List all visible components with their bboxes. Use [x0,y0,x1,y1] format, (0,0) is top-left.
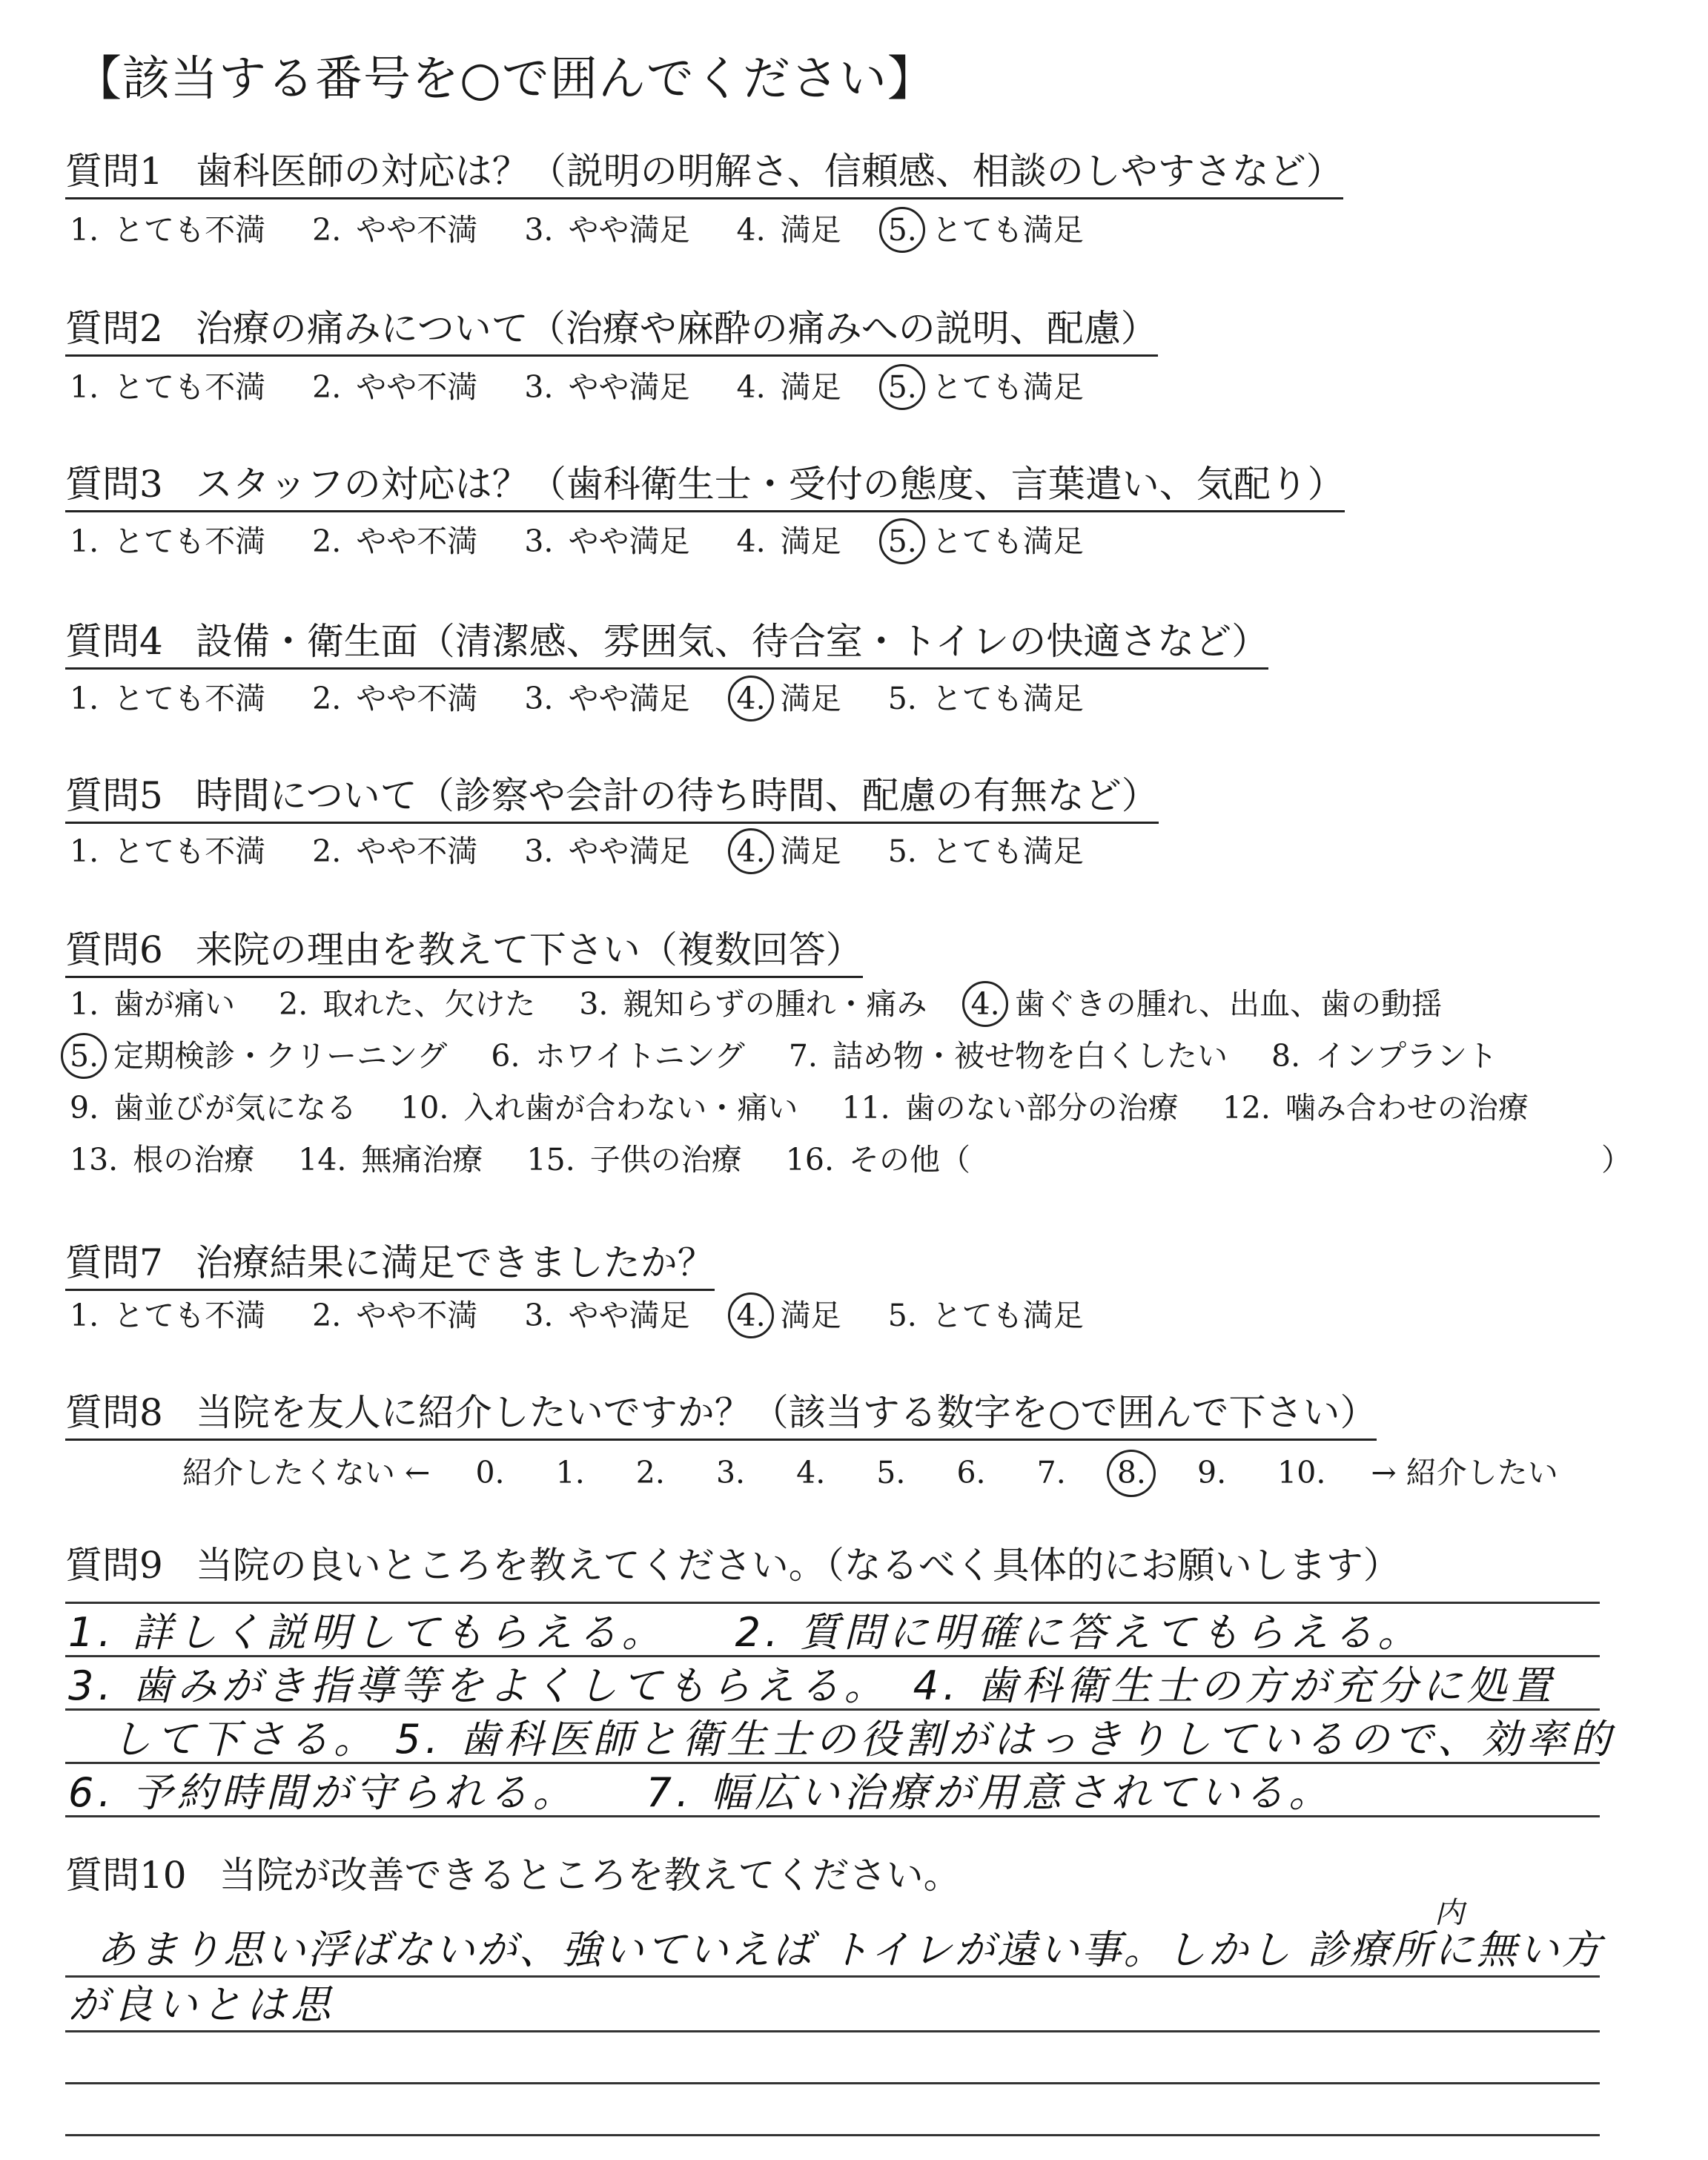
option-2[interactable]: 2. やや不満 [312,524,478,559]
reason-option[interactable]: 12. 噛み合わせの治療 [1222,1090,1529,1126]
scale-option-circled[interactable]: 8. [1114,1452,1149,1493]
answer-rule [65,2134,1600,2136]
reason-option[interactable]: 7. 詰め物・被せ物を白くしたい [788,1038,1228,1074]
option-1[interactable]: 1. とても不満 [70,524,266,559]
question-text: 治療の痛みについて（治療や麻酔の痛みへの説明、配慮） [195,307,1158,350]
q9-answer-line-4[interactable]: 6. 予約時間が守られる。 7. 幅広い治療が用意されている。 [68,1769,1334,1816]
reason-option[interactable]: 10. 入れ歯が合わない・痛い [400,1090,798,1126]
option-2[interactable]: 2. やや不満 [312,833,478,869]
option-3[interactable]: 3. やや満足 [524,524,690,559]
scale-option[interactable]: 10. [1277,1455,1326,1490]
question-number: 質問5 [65,774,163,817]
q10-inserted-char: 内 [1434,1896,1464,1930]
question-text: 来院の理由を教えて下さい（複数回答） [195,928,863,971]
question-8-title [65,1388,1377,1441]
reason-option[interactable]: 2. 取れた、欠けた [279,986,536,1022]
option-5-circled[interactable]: 5. とても満足 [884,521,1084,562]
option-1[interactable]: 1. とても不満 [70,681,266,716]
reason-option-circled[interactable]: 4. 歯ぐきの腫れ、出血、歯の動揺 [967,983,1443,1025]
answer-rule [65,1708,1600,1711]
reason-option[interactable]: 3. 親知らずの腫れ・痛み [579,986,927,1022]
question-text: 当院を友人に紹介したいですか？（該当する数字を○で囲んで下さい） [195,1391,1377,1434]
reason-option[interactable]: 8. インプラント [1271,1038,1498,1074]
question-5-options [65,830,1116,872]
question-5-title [65,771,1159,824]
question-number: 質問6 [65,928,163,971]
option-2[interactable]: 2. やや不満 [312,1298,478,1333]
question-6-row-4 [65,1139,1000,1180]
scale-option[interactable]: 9. [1196,1455,1227,1490]
answer-rule [65,1762,1600,1764]
question-text: 歯科医師の対応は？（説明の明解さ、信頼感、相談のしやすさなど） [195,150,1343,193]
answer-rule [65,1815,1600,1817]
option-2[interactable]: 2. やや不満 [312,681,478,716]
option-3[interactable]: 3. やや満足 [524,212,690,248]
scale-option[interactable]: 1. [555,1455,585,1490]
question-text: 当院が改善できるところを教えてください。 [219,1854,961,1897]
question-6-row-3 [65,1087,1558,1129]
reason-option[interactable]: 9. 歯並びが気になる [70,1090,357,1126]
question-number: 質問2 [65,307,163,350]
other-close-paren: ） [1601,1142,1632,1178]
answer-rule [65,2030,1600,2032]
question-2-title [65,304,1158,357]
question-number: 質問3 [65,463,163,506]
answer-rule [65,2082,1600,2084]
q10-answer-line-1[interactable]: あまり思い浮ばないが、強いていえば トイレが遠い事。しかし 診療所に無い方 [96,1926,1603,1973]
question-text: 治療結果に満足できましたか？ [195,1241,715,1284]
reason-option[interactable]: 1. 歯が痛い [70,986,236,1022]
question-text: 当院の良いところを教えてください。（なるべく具体的にお願いします） [195,1544,1400,1587]
answer-rule [65,1655,1600,1657]
q10-answer-line-2[interactable]: が良いとは思 [68,1981,335,2028]
scale-left-label: 紹介したくない ← [182,1455,431,1490]
question-10-title [65,1851,961,1901]
option-4-circled[interactable]: 4. 満足 [732,830,841,872]
option-2[interactable]: 2. やや不満 [312,369,478,405]
scale-right-label: → 紹介したい [1371,1455,1558,1490]
scale-option[interactable]: 3. [715,1455,746,1490]
scale-option[interactable]: 4. [796,1455,826,1490]
question-4-options [65,678,1116,719]
question-4-title [65,617,1268,670]
question-1-title [65,147,1343,199]
option-5[interactable]: 5. とても満足 [887,833,1084,869]
question-7-options [65,1295,1116,1336]
question-6-row-1 [65,983,1472,1025]
option-3[interactable]: 3. やや満足 [524,833,690,869]
option-4[interactable]: 4. 満足 [736,212,841,248]
question-text: スタッフの対応は？（歯科衛生士・受付の態度、言葉遣い、気配り） [195,463,1345,506]
scale-option[interactable]: 0. [475,1455,505,1490]
question-9-title [65,1541,1400,1591]
option-4[interactable]: 4. 満足 [736,524,841,559]
scale-option[interactable]: 6. [956,1455,986,1490]
option-3[interactable]: 3. やや満足 [524,369,690,405]
option-3[interactable]: 3. やや満足 [524,681,690,716]
option-5[interactable]: 5. とても満足 [887,681,1084,716]
question-3-options [65,521,1116,562]
option-5-circled[interactable]: 5. とても満足 [884,209,1084,251]
question-7-title [65,1238,715,1291]
question-1-options [65,209,1116,251]
question-text: 設備・衛生面（清潔感、雰囲気、待合室・トイレの快適さなど） [195,620,1269,663]
question-2-options [65,366,1116,408]
instruction-header: 【該当する番号を○で囲んでください】 [74,52,936,107]
reason-option[interactable]: 15. 子供の治療 [526,1142,742,1178]
option-4[interactable]: 4. 満足 [736,369,841,405]
reason-option-other[interactable]: 16. その他（ [785,1142,971,1178]
option-1[interactable]: 1. とても不満 [70,833,266,869]
option-1[interactable]: 1. とても不満 [70,1298,266,1333]
q9-answer-line-2[interactable]: 3. 歯みがき指導等をよくしてもらえる。 4. 歯科衛生士の方が充分に処置 [68,1662,1556,1709]
reason-option[interactable]: 11. 歯のない部分の治療 [841,1090,1179,1126]
question-6-title [65,925,863,978]
reason-option[interactable]: 14. 無痛治療 [298,1142,483,1178]
option-3[interactable]: 3. やや満足 [524,1298,690,1333]
question-number: 質問7 [65,1241,163,1284]
answer-rule [65,1602,1600,1604]
option-5-circled[interactable]: 5. とても満足 [884,366,1084,408]
question-number: 質問4 [65,620,163,663]
option-1[interactable]: 1. とても不満 [70,212,266,248]
answer-rule [65,1975,1600,1978]
option-2[interactable]: 2. やや不満 [312,212,478,248]
reason-option[interactable]: 13. 根の治療 [70,1142,255,1178]
question-number: 質問8 [65,1391,163,1434]
option-5[interactable]: 5. とても満足 [887,1298,1084,1333]
reason-option[interactable]: 6. ホワイトニング [491,1038,745,1074]
scale-option[interactable]: 2. [635,1455,665,1490]
scale-option[interactable]: 7. [1036,1455,1066,1490]
q9-answer-line-3[interactable]: して下さる。 5. 歯科医師と衛生士の役割がはっきりしているので、効率的 [111,1716,1615,1763]
option-4-circled[interactable]: 4. 満足 [732,678,841,719]
question-number: 質問9 [65,1544,163,1587]
question-number: 質問1 [65,150,163,193]
question-3-title [65,460,1345,512]
reason-option-circled[interactable]: 5. 定期検診・クリーニング [65,1035,447,1077]
scale-option[interactable]: 5. [876,1455,906,1490]
q9-answer-line-1[interactable]: 1. 詳しく説明してもらえる。 2. 質問に明確に答えてもらえる。 [68,1609,1423,1656]
option-1[interactable]: 1. とても不満 [70,369,266,405]
option-4-circled[interactable]: 4. 満足 [732,1295,841,1336]
recommend-scale [168,1452,1573,1493]
question-6-row-2 [65,1035,1527,1077]
question-text: 時間について（診察や会計の待ち時間、配慮の有無など） [195,774,1159,817]
question-number: 質問10 [65,1854,187,1897]
